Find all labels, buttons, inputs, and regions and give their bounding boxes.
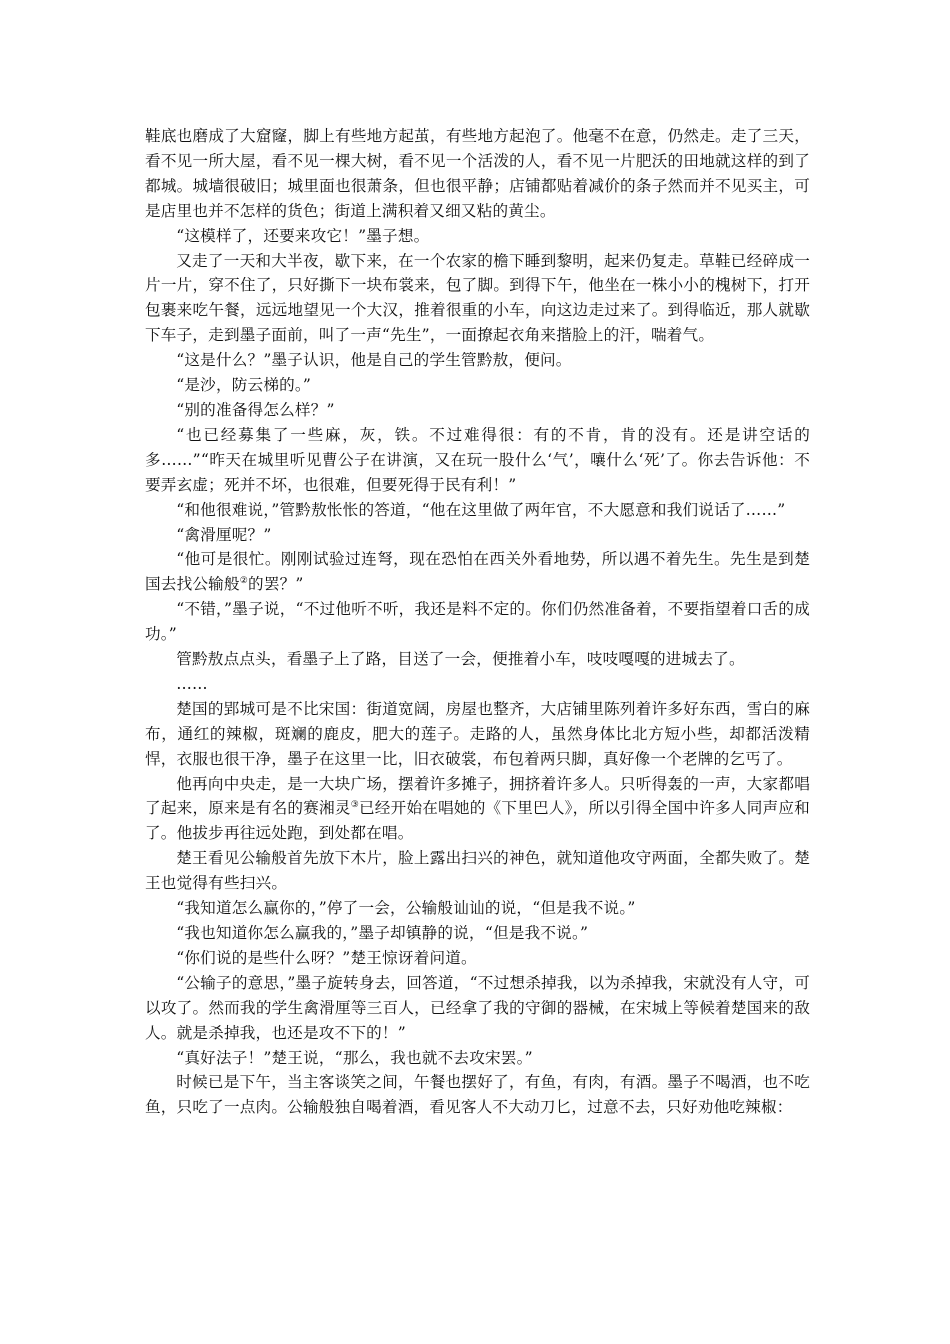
paragraph-14	[145, 772, 810, 847]
paragraph-2: “这模样了，还要来攻它！”墨子想。	[176, 226, 430, 245]
paragraph-4: “这是什么？”墨子认识，他是自己的学生管黔敖，便问。	[176, 351, 572, 370]
paragraph-5: “是沙，防云梯的。”	[176, 376, 312, 395]
paragraph-18: “你们说的是些什么呀？”楚王惊讶着问道。	[176, 948, 477, 967]
paragraph-21: 时候已是下午，当主客谈笑之间，午餐也摆好了，有鱼，有肉，有酒。墨子不喝酒，也不吃鱼，只吃了一点肉。公输般独自喝着酒，看见客人不大动刀匕，过意不去，只好劝他吃辣椒：	[145, 1073, 810, 1117]
paragraph-17: “我也知道你怎么赢我的，”墨子却镇静的说，“但是我不说。”	[176, 924, 589, 942]
footnote-marker-3: ③	[350, 800, 359, 811]
paragraph-7: “也已经募集了一些麻，灰，铁。不过难得很：有的不肯，肯的没有。还是讲空话的多……”“昨天在城里听见曹公子在讲演，又在玩一股什么‘气’，嚷什么‘死’了。你去告诉他：不要弄玄虚；死并不坏，也很难，但要死得于民有利！”	[145, 425, 810, 494]
paragraph-9: “禽滑厘呢？”	[176, 525, 272, 544]
paragraph-10-text-end: 的罢？”	[248, 575, 304, 594]
ellipsis-break: ……	[176, 674, 208, 693]
paragraph-14-text: 他再向中央走，是一大块广场，摆着许多摊子，拥挤着许多人。只听得轰的一声，大家都唱了起来，原来是有名的赛湘灵	[145, 774, 810, 818]
paragraph-20: “真好法子！”楚王说，“那么，我也就不去攻宋罢。”	[176, 1048, 533, 1067]
footnote-marker-2: ②	[239, 576, 249, 587]
paragraph-3: 又走了一天和大半夜，歇下来，在一个农家的檐下睡到黎明，起来仍复走。草鞋已经碎成一片一片，穿不住了，只好撕下一块布裳来，包了脚。到得下午，他坐在一株小小的槐树下，打开包裹来吃午餐，远远地望见一个大汉，推着很重的小车，向这边走过来了。到得临近，那人就歇下车子，走到墨子面前，叫了一声“先生”，一面撩起衣角来揩脸上的汗，喘着气。	[145, 251, 810, 345]
paragraph-13: 楚国的郢城可是不比宋国：街道宽阔，房屋也整齐，大店铺里陈列着许多好东西，雪白的麻布，通红的辣椒，斑斓的鹿皮，肥大的莲子。走路的人，虽然身体比北方短小些，却都活泼精悍，衣服也很干净，墨子在这里一比，旧衣破裳，布包着两只脚，真好像一个老牌的乞丐了。	[145, 699, 810, 768]
paragraph-12: 管黔敖点点头，看墨子上了路，目送了一会，便推着小车，吱吱嘎嘎的进城去了。	[176, 650, 745, 669]
paragraph-10	[145, 547, 810, 597]
document-body	[145, 124, 810, 1120]
paragraph-1: 鞋底也磨成了大窟窿，脚上有些地方起茧，有些地方起泡了。他毫不在意，仍然走。走了三天，看不见一所大屋，看不见一棵大树，看不见一个活泼的人，看不见一片肥沃的田地就这样的到了都城。城墙很破旧；城里面也很萧条，但也很平静；店铺都贴着减价的条子然而并不见买主，可是店里也并不怎样的货色；街道上满积着又细又粘的黄尘。	[145, 127, 810, 220]
paragraph-6: “别的准备得怎么样？”	[176, 400, 335, 419]
paragraph-16: “我知道怎么赢你的，”停了一会，公输般讪讪的说，“但是我不说。”	[176, 899, 636, 918]
paragraph-10-text: “他可是很忙。刚刚试验过连弩，现在恐怕在西关外看地势，所以遇不着先生。先生是到楚国去找公输般	[145, 550, 810, 594]
paragraph-14-text-end: 已经开始在唱她的《下里巴人》，所以引得全国中许多人同声应和了。他拔步再往远处跑，到处都在唱。	[145, 799, 810, 843]
paragraph-8: “和他很难说，”管黔敖怅怅的答道，“他在这里做了两年官，不大愿意和我们说话了……”	[176, 500, 786, 519]
paragraph-19: “公输子的意思，”墨子旋转身去，回答道，“不过想杀掉我，以为杀掉我，宋就没有人守，可以攻了。然而我的学生禽滑厘等三百人，已经拿了我的守御的器械，在宋城上等候着楚国来的敌人。就是杀掉我，也还是攻不下的！”	[145, 973, 810, 1042]
paragraph-15: 楚王看见公输般首先放下木片，脸上露出扫兴的神色，就知道他攻守两面，全都失败了。楚王也觉得有些扫兴。	[145, 849, 810, 893]
paragraph-11: “不错，”墨子说，“不过他听不听，我还是料不定的。你们仍然准备着，不要指望着口舌的成功。”	[145, 600, 810, 644]
